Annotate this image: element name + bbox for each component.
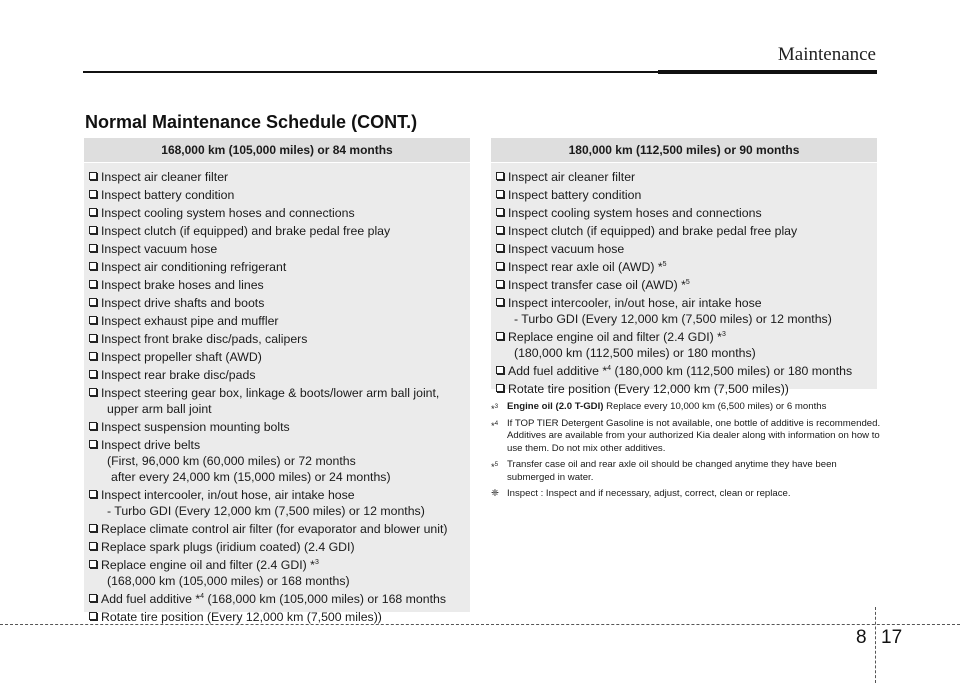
item-text: Inspect drive shafts and boots (101, 296, 265, 310)
item-text: Replace spark plugs (iridium coated) (2.4 GDI) (101, 540, 355, 554)
header-rule-thin (83, 71, 658, 73)
item-text: Inspect propeller shaft (AWD) (101, 350, 262, 364)
item-text: Inspect cooling system hoses and connections (508, 206, 762, 220)
checklist-item (491, 223, 877, 241)
schedule-column-180k (491, 138, 877, 396)
footnote-mark (491, 418, 498, 434)
checklist-item (491, 363, 877, 381)
checkbox-icon (89, 370, 97, 378)
item-text: Inspect vacuum hose (508, 242, 625, 256)
item-text: Replace engine oil and filter (2.4 GDI) * (101, 558, 315, 572)
checklist-item (491, 295, 877, 329)
item-subline: upper arm ball joint (107, 402, 212, 416)
checklist-item (491, 329, 877, 363)
footnote-text: Transfer case oil and rear axle oil should be changed anytime they have been submerged in water. (507, 459, 837, 483)
checklist-item (84, 223, 470, 241)
footnote-symbol: ❈ (491, 488, 500, 499)
checklist-item (491, 205, 877, 223)
item-subline: - Turbo GDI (Every 12,000 km (7,500 miles) or 12 months) (514, 312, 832, 326)
item-text: Inspect cooling system hoses and connections (101, 206, 355, 220)
checklist (491, 163, 877, 399)
checklist-item (84, 277, 470, 295)
checklist-item (84, 591, 470, 609)
checkbox-icon (89, 388, 97, 396)
checkbox-icon (89, 244, 97, 252)
footnote-number: 3 (494, 404, 499, 410)
item-text: Add fuel additive * (508, 364, 608, 378)
item-text: Inspect air cleaner filter (101, 170, 229, 184)
item-text: Add fuel additive * (101, 592, 201, 606)
checklist (84, 163, 470, 627)
footnote-ref: 3 (721, 330, 726, 338)
item-subline: after every 24,000 km (15,000 miles) or 24 months) (111, 470, 391, 484)
checklist-item (84, 419, 470, 437)
checkbox-icon (89, 334, 97, 342)
checklist-item (84, 367, 470, 385)
running-header-title: Maintenance (777, 44, 876, 65)
checkbox-icon (89, 542, 97, 550)
checkbox-icon (89, 208, 97, 216)
checkbox-icon (496, 332, 504, 340)
item-text: Inspect clutch (if equipped) and brake pedal free play (101, 224, 391, 238)
item-text: Inspect intercooler, in/out hose, air intake hose (101, 488, 355, 502)
checklist-item (491, 259, 877, 277)
item-text: Inspect front brake disc/pads, calipers (101, 332, 308, 346)
item-text: Inspect rear brake disc/pads (101, 368, 256, 382)
checkbox-icon (496, 172, 504, 180)
checkbox-icon (89, 262, 97, 270)
checkbox-icon (496, 280, 504, 288)
footnote-text: If TOP TIER Detergent Gasoline is not available, one bottle of additive is recommended. Additives are available from your authorized Kia dealer along with information on how to use them. Do not mix other additives. (507, 417, 881, 454)
item-text: Inspect transfer case oil (AWD) * (508, 278, 686, 292)
checkbox-icon (89, 352, 97, 360)
item-text: Replace engine oil and filter (2.4 GDI) * (508, 330, 722, 344)
item-text: Inspect intercooler, in/out hose, air intake hose (508, 296, 762, 310)
item-text: Inspect steering gear box, linkage & boots/lower arm ball joint, (101, 386, 440, 400)
checkbox-icon (89, 612, 97, 620)
checkbox-icon (89, 524, 97, 532)
footnote-ref: 4 (200, 592, 205, 600)
checkbox-icon (496, 384, 504, 392)
checklist-item (84, 205, 470, 223)
checkbox-icon (89, 316, 97, 324)
page-number: 17 (881, 627, 903, 648)
checkbox-icon (496, 244, 504, 252)
item-subline: (180,000 km (112,500 miles) or 180 months) (514, 346, 756, 360)
chapter-number: 8 (856, 627, 867, 648)
item-text: Inspect drive belts (101, 438, 201, 452)
item-text: Inspect brake hoses and lines (101, 278, 264, 292)
checklist-item (84, 539, 470, 557)
item-text: Inspect vacuum hose (101, 242, 218, 256)
checkbox-icon (89, 594, 97, 602)
checkbox-icon (89, 422, 97, 430)
checkbox-icon (89, 490, 97, 498)
section-title: Normal Maintenance Schedule (CONT.) (85, 112, 418, 132)
footnote-symbol: * (491, 420, 495, 432)
item-text: Inspect air cleaner filter (508, 170, 636, 184)
checklist-item (84, 331, 470, 349)
footnote-label: Engine oil (2.0 T-GDI) (507, 401, 604, 412)
footnote-mark (491, 401, 498, 417)
checklist-item (491, 169, 877, 187)
checklist-item (491, 381, 877, 399)
checkbox-icon (496, 190, 504, 198)
item-text: Inspect air conditioning refrigerant (101, 260, 287, 274)
item-text: Rotate tire position (Every 12,000 km (7,500 miles)) (101, 610, 382, 624)
checklist-item (491, 277, 877, 295)
item-text: Inspect exhaust pipe and muffler (101, 314, 279, 328)
footnote-number: 4 (494, 420, 499, 427)
checklist-item (491, 241, 877, 259)
footnote-ref: 5 (662, 260, 667, 268)
item-text: Inspect battery condition (508, 188, 642, 202)
checkbox-icon (89, 298, 97, 306)
checkbox-icon (496, 226, 504, 234)
footnote-symbol: * (491, 462, 495, 474)
checklist-item (84, 295, 470, 313)
item-text: Inspect battery condition (101, 188, 235, 202)
checklist-item (84, 259, 470, 277)
column-heading: 168,000 km (105,000 miles) or 84 months (84, 138, 470, 163)
item-subline: (168,000 km (105,000 miles) or 168 months) (107, 574, 350, 588)
footnote-text: Inspect : Inspect and if necessary, adjust, correct, clean or replace. (507, 488, 791, 499)
page-number-divider (875, 607, 876, 683)
checklist-item (84, 169, 470, 187)
checkbox-icon (89, 280, 97, 288)
footnote-number: 5 (494, 462, 499, 468)
footnote-ref: 3 (314, 558, 319, 566)
checkbox-icon (496, 298, 504, 306)
footnote (491, 488, 881, 501)
header-rule-thick (658, 70, 877, 74)
item-subline: - Turbo GDI (Every 12,000 km (7,500 miles) or 12 months) (107, 504, 425, 518)
footnote-symbol: * (491, 404, 495, 416)
item-text-cont: (168,000 km (105,000 miles) or 168 months (204, 592, 447, 606)
checklist-item (84, 241, 470, 259)
footnote-mark (491, 488, 499, 501)
footnote-ref: 5 (685, 278, 690, 286)
item-text: Inspect suspension mounting bolts (101, 420, 290, 434)
checkbox-icon (89, 440, 97, 448)
footnote (491, 418, 881, 456)
checklist-item (84, 349, 470, 367)
checkbox-icon (496, 208, 504, 216)
item-text: Inspect rear axle oil (AWD) * (508, 260, 663, 274)
checklist-item (84, 557, 470, 591)
checkbox-icon (496, 366, 504, 374)
schedule-column-168k (84, 138, 470, 624)
checklist-item (491, 187, 877, 205)
checklist-item (84, 313, 470, 331)
checklist-item (84, 487, 470, 521)
checklist-item (84, 385, 470, 419)
checklist-item (84, 521, 470, 539)
checklist-item (84, 187, 470, 205)
footer-rule (0, 624, 960, 625)
footnotes (491, 401, 881, 505)
checkbox-icon (89, 172, 97, 180)
item-text-cont: (180,000 km (112,500 miles) or 180 months (611, 364, 853, 378)
item-text: Rotate tire position (Every 12,000 km (7,500 miles)) (508, 382, 789, 396)
item-subline: (First, 96,000 km (60,000 miles) or 72 months (107, 454, 356, 468)
footnote (491, 459, 881, 484)
checkbox-icon (89, 190, 97, 198)
footnote-ref: 4 (607, 364, 612, 372)
item-text: Replace climate control air filter (for evaporator and blower unit) (101, 522, 448, 536)
footnote-mark (491, 459, 498, 475)
checkbox-icon (89, 226, 97, 234)
checkbox-icon (89, 560, 97, 568)
footnote (491, 401, 881, 414)
checkbox-icon (496, 262, 504, 270)
checklist-item (84, 437, 470, 487)
column-heading: 180,000 km (112,500 miles) or 90 months (491, 138, 877, 163)
footnote-text: Replace every 10,000 km (6,500 miles) or 6 months (603, 401, 827, 412)
item-text: Inspect clutch (if equipped) and brake pedal free play (508, 224, 798, 238)
